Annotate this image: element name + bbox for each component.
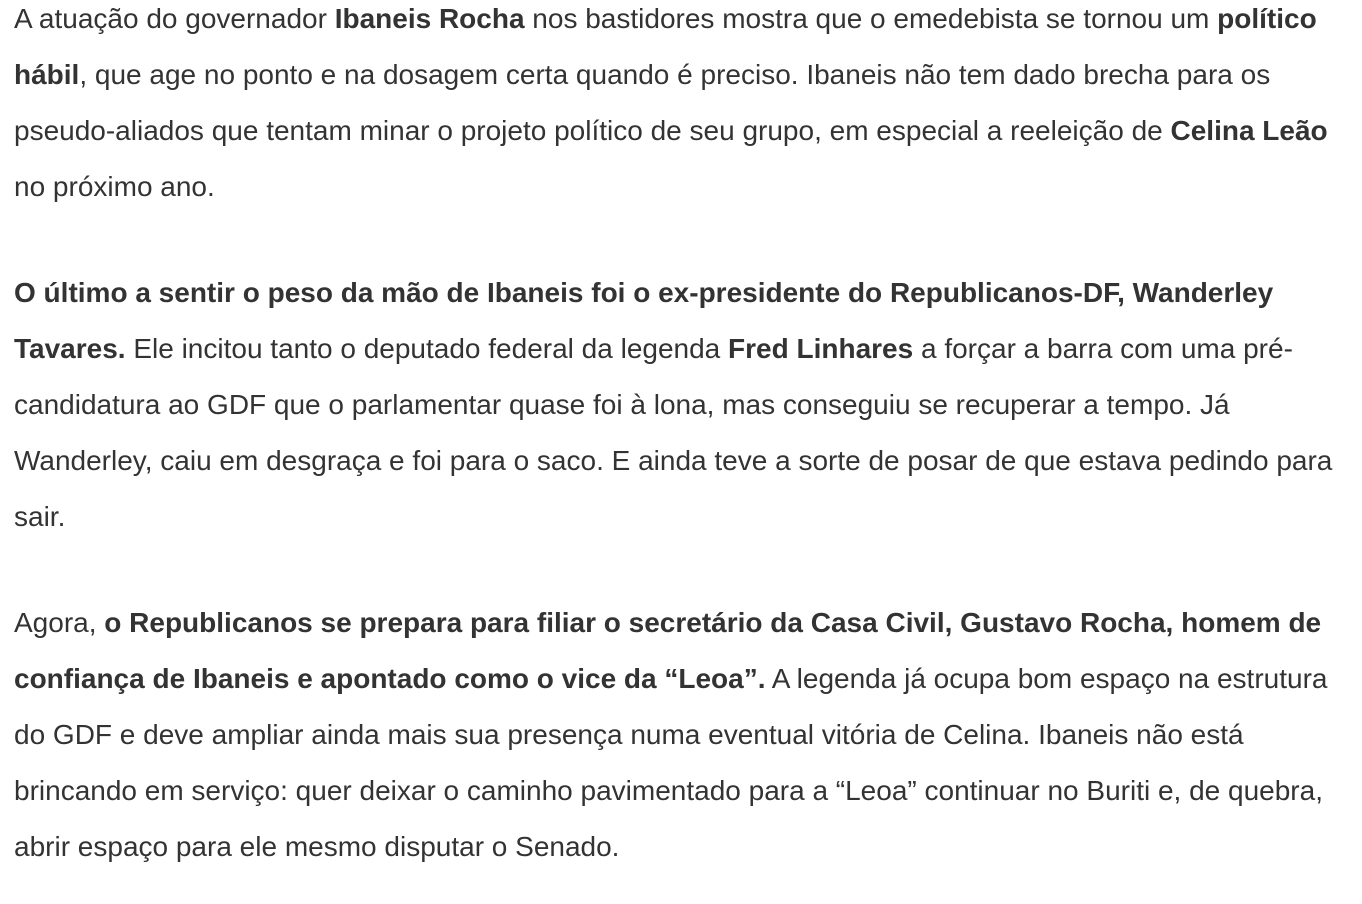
bold-text-run: o Republicanos se prepara para filiar o secretário da Casa Civil, Gustavo Rocha, homem de confiança de Ibaneis e apontado como o vice da “Leoa”. [14, 607, 1322, 694]
text-run: Ele incitou tanto o deputado federal da legenda [125, 333, 729, 364]
bold-text-run: Celina Leão [1170, 115, 1328, 146]
paragraph [14, 265, 1346, 545]
bold-text-run: O último a sentir o peso da mão de Ibaneis foi o ex-presidente do Republicanos-DF, Wanderley Tavares. [14, 277, 1274, 364]
text-run: nos bastidores mostra que o emedebista se tornou um [524, 3, 1218, 34]
bold-text-run: Ibaneis Rocha [334, 3, 525, 34]
bold-text-run: político hábil [14, 3, 1317, 90]
text-run: , que age no ponto e na dosagem certa quando é preciso. Ibaneis não tem dado brecha para os pseudo-aliados que tentam minar o projeto político de seu grupo, em especial a reeleição de [14, 59, 1271, 146]
bold-text-run: Fred Linhares [728, 333, 914, 364]
text-run: Agora, [14, 607, 105, 638]
paragraph [14, 595, 1346, 875]
paragraph [14, 0, 1346, 215]
text-run: no próximo ano. [14, 171, 215, 202]
text-run: A atuação do governador [14, 3, 335, 34]
text-run: A legenda já ocupa bom espaço na estrutura do GDF e deve ampliar ainda mais sua presença numa eventual vitória de Celina. Ibaneis não está brincando em serviço: quer deixar o caminho pavimentado para a “Leoa” continuar no Buriti e, de quebra, abrir espaço para ele mesmo disputar o Senado. [14, 663, 1328, 862]
text-run: a forçar a barra com uma pré-candidatura ao GDF que o parlamentar quase foi à lona, mas conseguiu se recuperar a tempo. Já Wanderley, caiu em desgraça e foi para o saco. E ainda teve a sorte de posar de que estava pedindo para sair. [14, 333, 1333, 532]
